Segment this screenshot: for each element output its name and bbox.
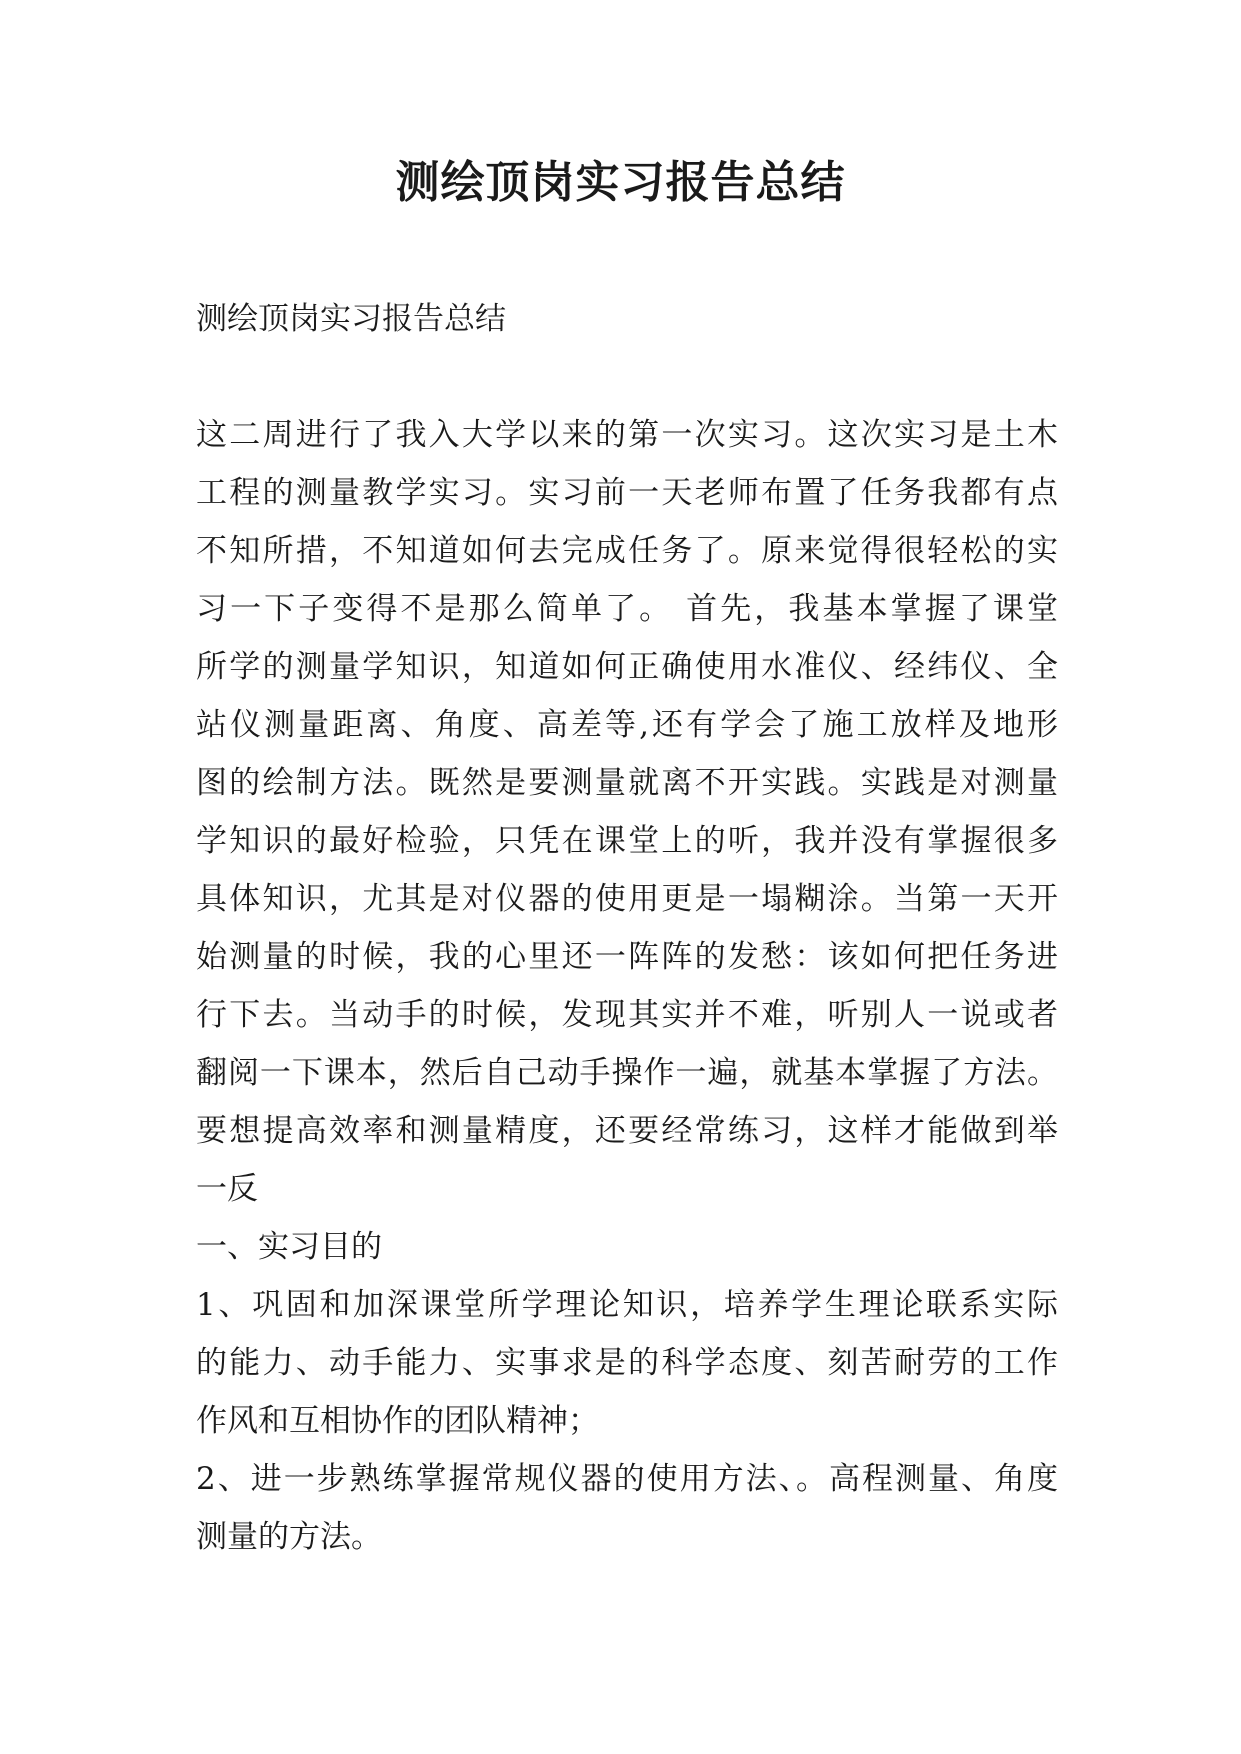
- document-subtitle: 测绘顶岗实习报告总结: [196, 301, 506, 337]
- list-item-1: [196, 1276, 1058, 1450]
- text-line: 站仪测量距离、角度、高差等,还有学会了施工放样及地形: [196, 707, 1058, 743]
- text-line: 习一下子变得不是那么简单了。 首先，我基本掌握了课堂: [196, 591, 1058, 627]
- document-title: 测绘顶岗实习报告总结: [395, 157, 846, 208]
- text-line: 1、巩固和加深课堂所学理论知识，培养学生理论联系实际: [196, 1287, 1058, 1323]
- text-line: 翻阅一下课本，然后自己动手操作一遍，就基本掌握了方法。: [196, 1055, 1058, 1091]
- text-line: 所学的测量学知识，知道如何正确使用水准仪、经纬仪、全: [196, 649, 1058, 685]
- text-line: 工程的测量教学实习。实习前一天老师布置了任务我都有点: [196, 475, 1058, 511]
- text-line: 学知识的最好检验，只凭在课堂上的听，我并没有掌握很多: [196, 823, 1058, 859]
- paragraph-spacer: [196, 348, 1058, 406]
- text-line: 作风和互相协作的团队精神；: [196, 1403, 599, 1439]
- text-line: 不知所措，不知道如何去完成任务了。原来觉得很轻松的实: [196, 533, 1058, 569]
- text-line: 具体知识，尤其是对仪器的使用更是一塌糊涂。当第一天开: [196, 881, 1058, 917]
- paragraph-intro: [196, 406, 1058, 1218]
- text-line: 的能力、动手能力、实事求是的科学态度、刻苦耐劳的工作: [196, 1345, 1058, 1381]
- text-line: 始测量的时候，我的心里还一阵阵的发愁：该如何把任务进: [196, 939, 1058, 975]
- text-line: 一反: [196, 1171, 258, 1207]
- section-heading: 一、实习目的: [196, 1229, 382, 1265]
- text-line: 2、进一步熟练掌握常规仪器的使用方法、。高程测量、角度: [196, 1461, 1058, 1497]
- text-line: 图的绘制方法。既然是要测量就离不开实践。实践是对测量: [196, 765, 1058, 801]
- list-item-2: [196, 1450, 1058, 1566]
- text-line: 要想提高效率和测量精度，还要经常练习，这样才能做到举: [196, 1113, 1058, 1149]
- text-line: 这二周进行了我入大学以来的第一次实习。这次实习是土木: [196, 417, 1058, 453]
- document-body: [196, 290, 1058, 1566]
- text-line: 测量的方法。: [196, 1519, 382, 1555]
- text-line: 行下去。当动手的时候，发现其实并不难，听别人一说或者: [196, 997, 1058, 1033]
